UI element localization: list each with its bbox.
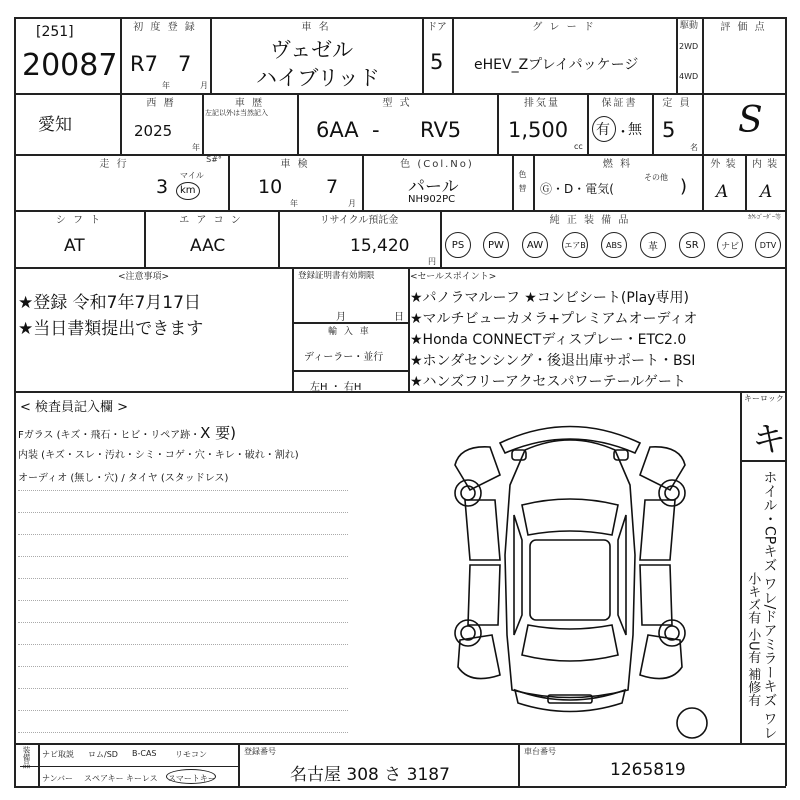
- inspection-year-suffix: 年: [290, 199, 298, 208]
- mileage-label: 走 行: [99, 159, 129, 170]
- drive-2wd: 2WD: [679, 42, 699, 51]
- doc-item-smart-key: スマートキー: [168, 774, 216, 783]
- year-suffix: 年: [192, 143, 200, 152]
- exterior-grade: A: [716, 182, 729, 202]
- fuel-label: 燃 料: [602, 159, 633, 170]
- import-value: ディーラー・並行: [304, 352, 384, 363]
- reg-deadline-label: 登録証明書有効期限: [298, 271, 375, 281]
- sales-point-3: ★Honda CONNECTディスプレー・ETC2.0: [410, 332, 687, 348]
- doc-item-rom-sd: ロム/SD: [88, 750, 118, 759]
- shift-value: AT: [64, 236, 85, 256]
- equip-airbag: エアB: [562, 232, 588, 258]
- note-line-1: ★登録 令和7年7月17日: [18, 293, 201, 313]
- plate-label: 登録番号: [244, 747, 276, 756]
- car-name-label: 車 名: [301, 22, 331, 33]
- sales-point-5: ★ハンズフリーアクセスパワーテールゲート: [410, 374, 686, 390]
- inspector-glass-mark: X 要): [200, 424, 237, 442]
- plate-number: 名古屋 308 さ 3187: [290, 765, 450, 785]
- inspector-audio: オーディオ (無し・穴) / タイヤ (スタッドレス): [18, 473, 229, 484]
- prefecture: 愛知: [38, 115, 72, 135]
- doc-item-spare-key: スペアキー: [84, 774, 124, 783]
- mileage-value: 3: [156, 176, 169, 198]
- doc-item-bcas: B-CAS: [132, 749, 157, 758]
- color-code: NH902PC: [408, 194, 456, 205]
- car-name-line2: ハイブリッド: [256, 66, 380, 90]
- lot-number: [251]: [36, 24, 74, 40]
- docs-label: 装備品: [22, 746, 31, 769]
- grade-value: eHEV_Zプレイパッケージ: [474, 57, 639, 73]
- model-label: 型 式: [382, 98, 412, 109]
- year-label: 西 暦: [146, 98, 176, 109]
- equipment-label: 純 正 装 備 品: [549, 215, 631, 226]
- cc-label: 排気量: [524, 98, 560, 109]
- model-dash: -: [372, 118, 380, 142]
- inspector-glass-text: Fガラス (キズ・飛石・ヒビ・リペア跡・: [18, 430, 201, 441]
- notes-label: <注意事項>: [118, 272, 170, 282]
- keylock-label: キーロック: [744, 394, 784, 403]
- doc-item-keyless: キーレス: [126, 774, 158, 783]
- first-reg-era-year: R7: [130, 52, 158, 76]
- interior-grade: A: [760, 182, 773, 202]
- shift-label: シ フ ト: [55, 215, 103, 226]
- equip-ps: PS: [445, 232, 471, 258]
- warranty-label: 保証書: [601, 98, 638, 109]
- recycle-unit: 円: [428, 257, 436, 266]
- reg-day: 日: [394, 312, 404, 323]
- eval-label: 評 価 点: [720, 22, 767, 33]
- warranty-yes: 有: [596, 122, 610, 138]
- model-prefix: 6AA: [316, 118, 359, 142]
- chassis-label: 車台番号: [524, 747, 556, 756]
- recycle-value: 15,420: [350, 236, 410, 256]
- recycle-label: リサイクル預託金: [319, 215, 399, 226]
- cc-unit: cc: [574, 142, 583, 151]
- mileage-unit-mile: マイル: [180, 171, 204, 180]
- equip-navi: ナビ: [717, 232, 743, 258]
- year-value: 2025: [134, 122, 173, 140]
- grade-label: グ レ ー ド: [532, 22, 596, 33]
- mileage-unit-label: S#°: [206, 155, 222, 164]
- inspection-label: 車 検: [280, 159, 310, 170]
- reg-month: 月: [336, 312, 346, 323]
- inspector-interior: 内装 (キズ・スレ・汚れ・シミ・コゲ・穴・キレ・破れ・割れ): [18, 450, 299, 461]
- aircon-label: エ ア コ ン: [179, 215, 243, 226]
- first-reg-label: 初 度 登 録: [133, 22, 197, 33]
- doc-item-number: ナンバー: [42, 774, 74, 783]
- inspector-glass: [18, 422, 236, 443]
- drive-label: 駆動: [679, 21, 698, 31]
- doc-item-navi-manual: ナビ取説: [42, 750, 74, 759]
- color-label: 色 (Col.No): [400, 159, 474, 170]
- warranty-no: 無: [628, 122, 642, 138]
- capacity-value: 5: [662, 118, 676, 142]
- handle-side: 左H ・ 右H: [310, 382, 362, 393]
- vin-label: 車 歴: [234, 98, 265, 109]
- aircon-value: AAC: [190, 236, 226, 256]
- inspection-month-suffix: 月: [348, 199, 356, 208]
- capacity-unit: 名: [690, 143, 698, 152]
- inspection-year: 10: [258, 176, 283, 198]
- interior-label: 内 装: [751, 159, 779, 170]
- doc-item-remote: リモコン: [175, 750, 207, 759]
- side-note-1: ホイル・CPキズ ワレ/ドアミラーキズ ワレ: [761, 470, 778, 740]
- fuel-text: Ⓖ・D・電気(: [540, 182, 614, 196]
- first-reg-year-suffix: 年: [162, 81, 170, 90]
- first-reg-month-suffix: 月: [200, 81, 208, 90]
- eval-score: S: [738, 100, 763, 141]
- chassis-number: 1265819: [610, 760, 686, 780]
- exterior-label: 外 装: [710, 159, 737, 170]
- equipment-extra-label: ｶｸﾚｺﾞｰﾀﾞｰ等: [748, 214, 782, 221]
- cc-value: 1,500: [508, 118, 569, 142]
- model-code: RV5: [420, 118, 462, 142]
- doors-value: 5: [430, 50, 444, 74]
- drive-4wd: 4WD: [679, 72, 699, 81]
- equip-abs: ABS: [601, 232, 627, 258]
- note-line-2: ★当日書類提出できます: [18, 319, 204, 339]
- sales-point-4: ★ホンダセンシング・後退出庫サポート・BSI: [410, 353, 696, 369]
- keylock-mark: キ: [752, 420, 786, 460]
- mileage-unit-km: km: [180, 185, 196, 196]
- side-note-2: 小キズ有 小U有 補修有: [745, 572, 761, 707]
- fuel-other: その他: [644, 173, 668, 182]
- auction-number: 20087: [22, 48, 118, 83]
- equip-pw: PW: [483, 232, 509, 258]
- color-value: パール: [408, 177, 459, 197]
- inspector-label: < 検査員記入欄 >: [20, 400, 129, 415]
- equip-leather: 革: [640, 232, 666, 258]
- car-diagram: [430, 405, 710, 740]
- sales-point-2: ★マルチビューカメラ+プレミアムオーディオ: [410, 311, 698, 327]
- equip-sunroof: SR: [679, 232, 705, 258]
- car-name-line1: ヴェゼル: [270, 38, 354, 62]
- fuel-close: ): [680, 176, 688, 197]
- equip-dtv: DTV: [755, 232, 781, 258]
- capacity-label: 定 員: [662, 98, 692, 109]
- recolor-label: 色替: [518, 170, 527, 198]
- sales-points-label: <セールスポイント>: [410, 272, 497, 282]
- vin-sub: 左記以外は当然記入: [205, 109, 268, 117]
- doors-label: ドア: [427, 22, 447, 33]
- import-label: 輸 入 車: [328, 327, 371, 337]
- inspection-month: 7: [326, 176, 339, 198]
- equip-aw: AW: [522, 232, 548, 258]
- first-reg-month: 7: [178, 52, 192, 76]
- sales-point-1: ★パノラマルーフ ★コンビシート(Play専用): [410, 290, 689, 306]
